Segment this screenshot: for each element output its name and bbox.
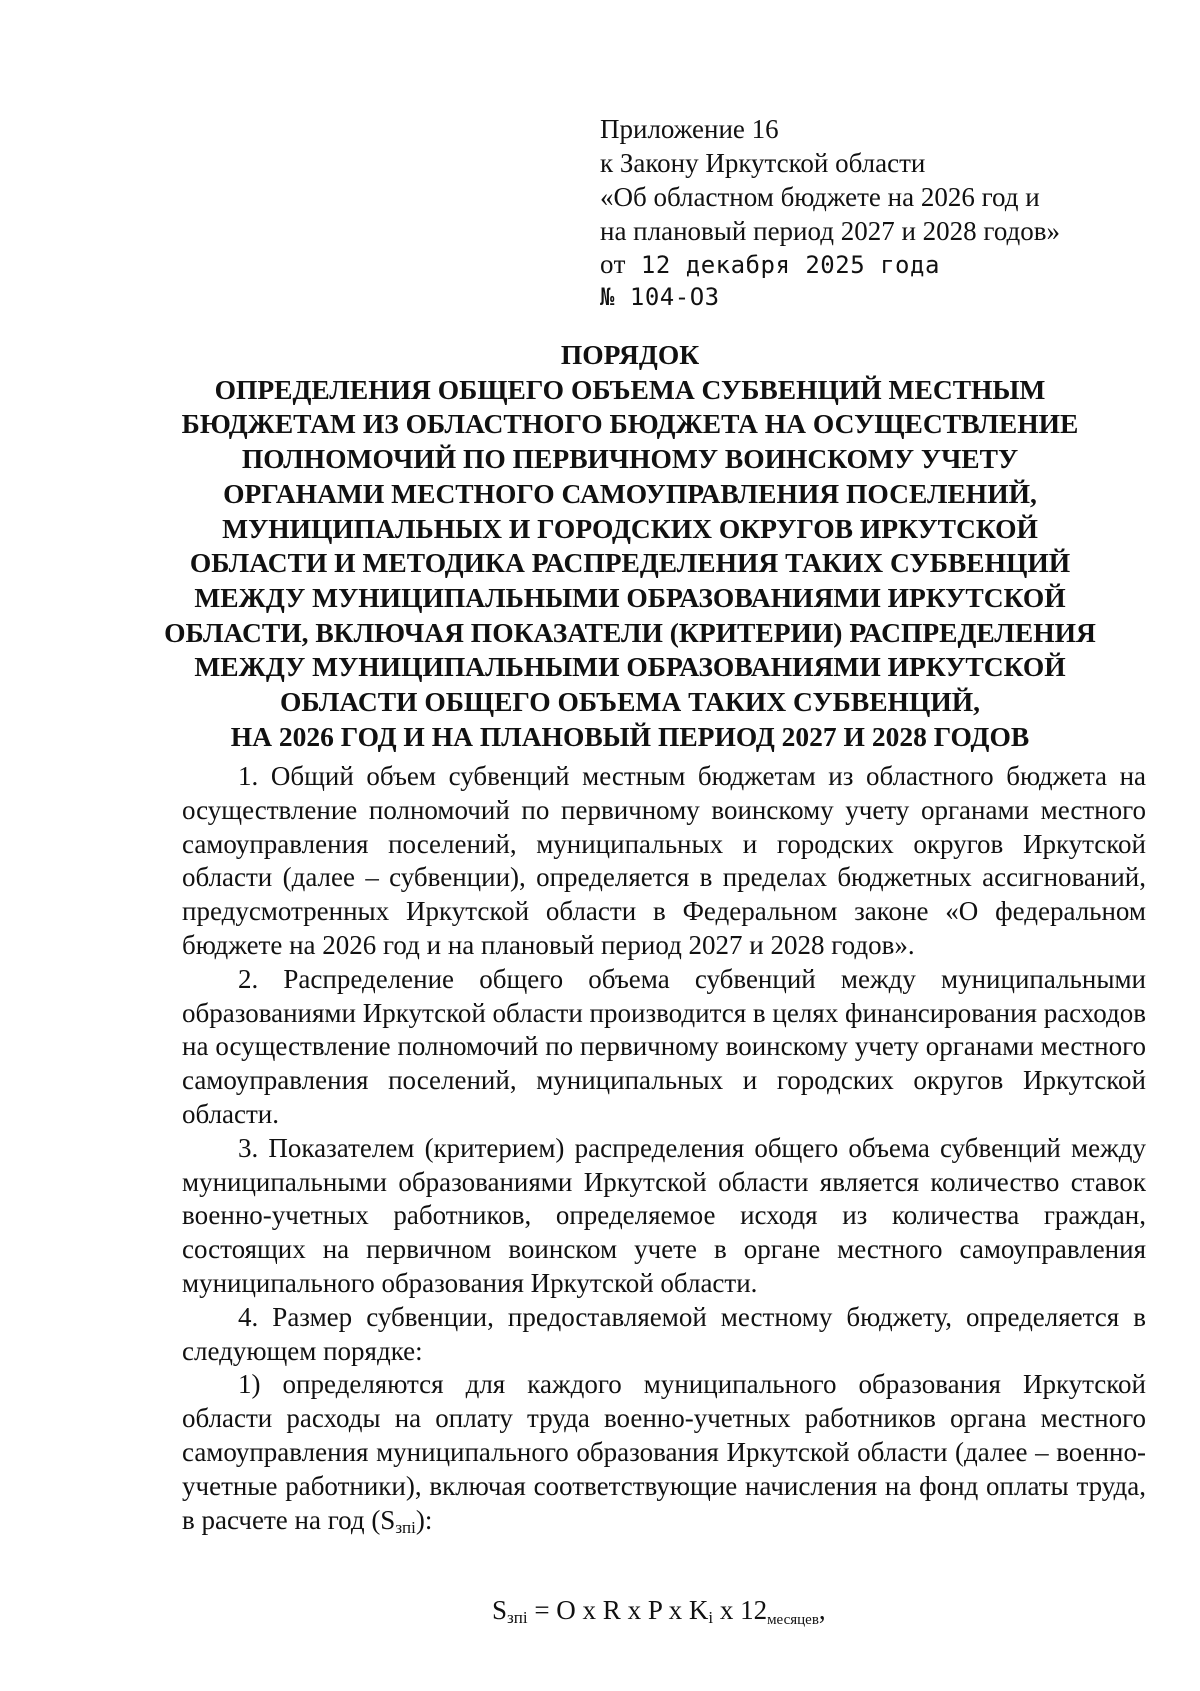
formula-k-subscript: i xyxy=(708,1608,714,1627)
formula-tail: x 12 xyxy=(713,1595,768,1625)
formula-lhs: S xyxy=(492,1595,508,1625)
title-line: ОРГАНАМИ МЕСТНОГО САМОУПРАВЛЕНИЯ ПОСЕЛЕНИЙ, xyxy=(223,477,1037,509)
appendix-law-title-line1: «Об областном бюджете на 2026 год и xyxy=(600,182,1040,212)
title-line: МЕЖДУ МУНИЦИПАЛЬНЫМИ ОБРАЗОВАНИЯМИ ИРКУТСКОЙ xyxy=(194,651,1066,683)
formula-lhs-subscript: зпi xyxy=(507,1608,528,1627)
title-line: ПОЛНОМОЧИЙ ПО ПЕРВИЧНОМУ ВОИНСКОМУ УЧЕТУ xyxy=(241,443,1019,475)
document-title xyxy=(150,338,1110,754)
title-line: ПОРЯДОК xyxy=(560,339,700,370)
appendix-law-number: № 104-ОЗ xyxy=(600,283,720,311)
document-body xyxy=(182,760,1146,1544)
paragraph-1: 1. Общий объем субвенций местным бюджетам из областного бюджета на осуществление полномочий по первичному воинскому учету органами местного самоуправления поселений, муниципальных и городских округов Иркутской области (далее – субвенции), определяется в пределах бюджетных ассигнований, предусмотренных Иркутской области в Федеральном законе «О федеральном бюджете на 2026 год и на плановый период 2027 и 2028 годов». xyxy=(182,761,1146,960)
title-line: НА 2026 ГОД И НА ПЛАНОВЫЙ ПЕРИОД 2027 И 2028 ГОДОВ xyxy=(230,720,1030,752)
paragraph-2: 2. Распределение общего объема субвенций между муниципальными образованиями Иркутской области производится в целях финансирования расходов на осуществление полномочий по первичному воинскому учету органами местного самоуправления поселений, муниципальных и городских округов Иркутской области. xyxy=(182,963,1146,1129)
title-line: ОБЛАСТИ, ВКЛЮЧАЯ ПОКАЗАТЕЛИ (КРИТЕРИИ) РАСПРЕДЕЛЕНИЯ xyxy=(164,616,1096,648)
title-line: МУНИЦИПАЛЬНЫХ И ГОРОДСКИХ ОКРУГОВ ИРКУТСКОЙ xyxy=(222,512,1038,544)
formula-months-subscript: месяцев xyxy=(767,1612,819,1628)
title-line: БЮДЖЕТАМ ИЗ ОБЛАСТНОГО БЮДЖЕТА НА ОСУЩЕСТВЛЕНИЕ xyxy=(181,408,1079,440)
appendix-number: Приложение 16 xyxy=(600,114,779,144)
appendix-date-line xyxy=(600,248,1160,281)
title-line: ОБЛАСТИ ОБЩЕГО ОБЪЕМА ТАКИХ СУБВЕНЦИЙ, xyxy=(279,686,980,718)
item-1-text: 1) определяются для каждого муниципального образования Иркутской области расходы на оплату труда военно-учетных работников органа местного самоуправления муниципального образования Иркутской области (далее – военно-учетные работники), включая соответствующие начисления на фонд оплаты труда, в расчете на год (S xyxy=(182,1369,1146,1535)
title-line: ОПРЕДЕЛЕНИЯ ОБЩЕГО ОБЪЕМА СУБВЕНЦИЙ МЕСТНЫМ xyxy=(214,373,1046,405)
appendix-header xyxy=(600,112,1160,313)
formula-middle: = O x R x P x K xyxy=(527,1595,709,1625)
title-line: МЕЖДУ МУНИЦИПАЛЬНЫМИ ОБРАЗОВАНИЯМИ ИРКУТСКОЙ xyxy=(194,581,1066,613)
appendix-law-reference: к Закону Иркутской области xyxy=(600,148,926,178)
item-1-subscript: зпi xyxy=(395,1517,416,1537)
salary-formula xyxy=(492,1593,826,1637)
paragraph-4: 4. Размер субвенции, предоставляемой местному бюджету, определяется в следующем порядке: xyxy=(182,1301,1146,1366)
item-1-suffix: ): xyxy=(415,1504,433,1535)
paragraph-4-item-1 xyxy=(182,1368,1146,1544)
appendix-law-title-line2: на плановый период 2027 и 2028 годов» xyxy=(600,216,1061,246)
title-line: ОБЛАСТИ И МЕТОДИКА РАСПРЕДЕЛЕНИЯ ТАКИХ СУБВЕНЦИЙ xyxy=(189,547,1071,579)
appendix-date: 12 декабря 2025 года xyxy=(640,251,940,279)
formula-end: , xyxy=(818,1595,826,1625)
paragraph-3: 3. Показателем (критерием) распределения общего объема субвенций между муниципальными образованиями Иркутской области является количество ставок военно-учетных работников, определяемое исходя из количества граждан, состоящих на первичном воинском учете в органе местного самоуправления муниципального образования Иркутской области. xyxy=(182,1132,1146,1298)
appendix-date-prefix: от xyxy=(600,249,626,279)
